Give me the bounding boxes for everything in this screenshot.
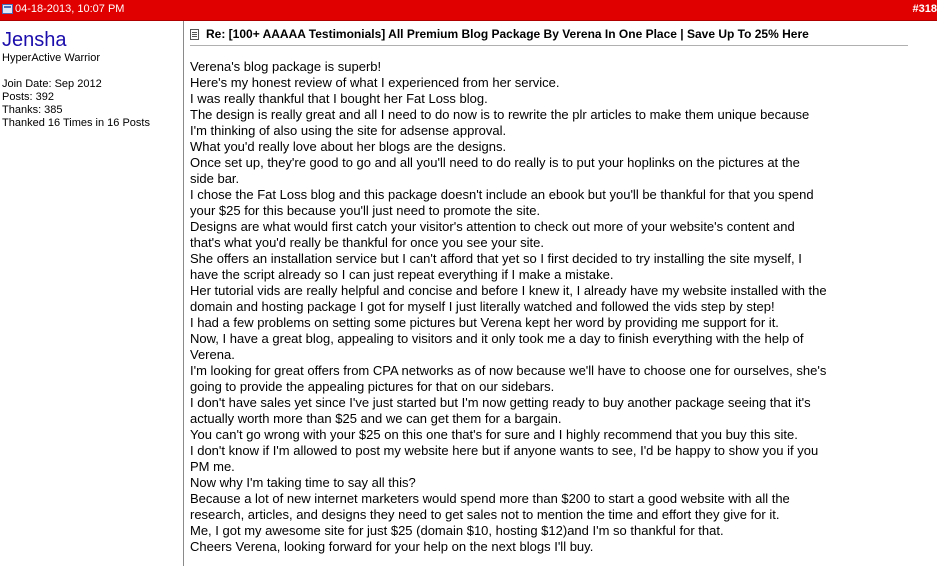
post-body-line: side bar. [190,171,240,186]
post-body-line: that's what you'd really be thankful for once you see your site. [190,235,544,250]
thanks-count: Thanks: 385 [2,104,63,116]
column-divider [183,21,184,566]
post-body-line: I'm looking for great offers from CPA networks as of now because we'll have to choose one for ourselves, she's [190,363,827,378]
document-icon [190,29,199,40]
post-status-icon [2,4,13,14]
post-body-line: I don't have sales yet since I've just started but I'm now getting ready to buy another package seeing that it's [190,395,811,410]
thanked-count: Thanked 16 Times in 16 Posts [2,117,150,129]
post-body-line: Because a lot of new internet marketers would spend more than $200 to start a good website with all the [190,491,790,506]
post-header-bar [0,0,937,21]
post-title-row [190,27,908,46]
post-body-line: What you'd really love about her blogs are the designs. [190,139,507,154]
post-body-line: Once set up, they're good to go and all you'll need to do really is to put your hoplinks on the pictures at the [190,155,800,170]
post-body-line: have the script already so I can just repeat everything if I make a mistake. [190,267,614,282]
post-body-line: Her tutorial vids are really helpful and concise and before I knew it, I already have my website installed with the [190,283,827,298]
join-date: Join Date: Sep 2012 [2,78,102,90]
post-body-line: I was really thankful that I bought her Fat Loss blog. [190,91,488,106]
post-body-line: Here's my honest review of what I experienced from her service. [190,75,560,90]
post-body [190,59,937,555]
post-body-line: The design is really great and all I need to do now is to rewrite the plr articles to make them unique because [190,107,810,122]
user-info-panel [0,21,183,566]
post-body-line: Now, I have a great blog, appealing to visitors and it only took me a day to finish everything with the help of [190,331,804,346]
post-body-line: Me, I got my awesome site for just $25 (domain $10, hosting $12)and I'm so thankful for that. [190,523,724,538]
post-count: Posts: 392 [2,91,54,103]
post-body-line: actually worth more than $25 and we can get them for a bargain. [190,411,562,426]
post-number-link[interactable]: #318 [912,3,937,15]
post-body-line: Designs are what would first catch your visitor's attention to check out more of your website's content and [190,219,795,234]
post-body-line: She offers an installation service but I can't afford that yet so I first decided to try installing the site myself, I [190,251,802,266]
post-body-line: Verena. [190,347,235,362]
user-title: HyperActive Warrior [2,52,100,64]
post-body-line: research, articles, and designs they need to get sales not to mention the time and effort they give for it. [190,507,780,522]
post-body-line: I chose the Fat Loss blog and this package doesn't include an ebook but you'll be thankful for that you spend [190,187,814,202]
post-body-line: PM me. [190,459,235,474]
post-date [2,3,124,15]
post-body-line: domain and hosting package I got for myself I just literally watched and followed the vids step by step! [190,299,775,314]
post-body-line: I'm thinking of also using the site for adsense approval. [190,123,507,138]
post-body-line: Cheers Verena, looking forward for your help on the next blogs I'll buy. [190,539,594,554]
post-body-line: Now why I'm taking time to say all this? [190,475,416,490]
post-body-line: Verena's blog package is superb! [190,59,382,74]
post-body-line: I don't know if I'm allowed to post my website here but if anyone wants to see, I'd be happy to show you if you [190,443,819,458]
post-date-text: 04-18-2013, 10:07 PM [15,3,125,15]
user-stats [2,78,150,130]
username-link[interactable]: Jensha [2,29,67,51]
post-body-line: You can't go wrong with your $25 on this one that's for sure and I highly recommend that you buy this site. [190,427,798,442]
post-body-line: your $25 for this because you'll just need to promote the site. [190,203,541,218]
post-body-line: going to provide the appealing pictures for that on our sidebars. [190,379,555,394]
post-body-line: I had a few problems on setting some pictures but Verena kept her word by providing me support for it. [190,315,779,330]
post-title: Re: [100+ AAAAA Testimonials] All Premium Blog Package By Verena In One Place | Save Up To 25% Here [206,27,809,41]
